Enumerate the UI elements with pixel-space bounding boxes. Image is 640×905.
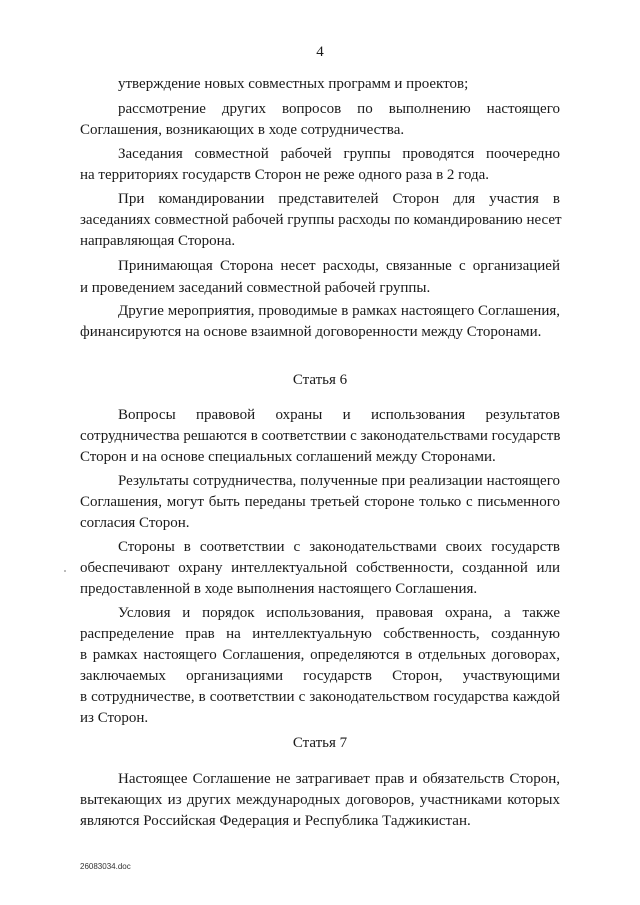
text-line: и проведением заседаний совместной рабочей группы.: [80, 280, 431, 296]
text-line: Условия и порядок использования, правовая охрана, а также: [118, 605, 560, 621]
text-line: согласия Сторон.: [80, 515, 190, 531]
file-name-footer: 26083034.doc: [80, 862, 131, 871]
text-line: в сотрудничестве, в соответствии с законодательством государства каждой: [80, 689, 560, 705]
article-heading: Статья 6: [292, 372, 348, 388]
text-line: Заседания совместной рабочей группы проводятся поочередно: [118, 146, 560, 162]
text-line: являются Российская Федерация и Республика Таджикистан.: [80, 813, 471, 829]
text-line: направляющая Сторона.: [80, 233, 236, 249]
text-line: Настоящее Соглашение не затрагивает прав и обязательств Сторон,: [118, 771, 560, 787]
text-line: Сторон и на основе специальных соглашений между Сторонами.: [80, 449, 496, 465]
text-line: заключаемых организациями государств Сторон, участвующими: [80, 668, 560, 684]
text-line: Соглашения, могут быть переданы третьей стороне только с письменного: [80, 494, 560, 510]
article-heading: Статья 7: [292, 735, 348, 751]
text-line: Результаты сотрудничества, полученные при реализации настоящего: [118, 473, 560, 489]
text-line: рассмотрение других вопросов по выполнению настоящего: [118, 101, 560, 117]
text-line: утверждение новых совместных программ и проектов;: [118, 76, 469, 92]
scan-speck: [64, 570, 66, 572]
text-line: заседаниях совместной рабочей группы расходы по командированию несет: [80, 212, 562, 228]
text-line: При командировании представителей Сторон для участия в: [118, 191, 560, 207]
page-number: 4: [316, 44, 324, 60]
text-line: распределение прав на интеллектуальную собственность, созданную: [80, 626, 560, 642]
text-line: Стороны в соответствии с законодательствами своих государств: [118, 539, 560, 555]
text-line: в рамках настоящего Соглашения, определяются в отдельных договорах,: [80, 647, 560, 663]
text-line: вытекающих из других международных договоров, участниками которых: [80, 792, 560, 808]
text-line: обеспечивают охрану интеллектуальной собственности, созданной или: [80, 560, 560, 576]
text-line: предоставленной в ходе выполнения настоящего Соглашения.: [80, 581, 478, 597]
text-line: на территориях государств Сторон не реже одного раза в 2 года.: [80, 167, 490, 183]
text-line: из Сторон.: [80, 710, 149, 726]
text-line: Соглашения, возникающих в ходе сотрудничества.: [80, 122, 405, 138]
text-line: Принимающая Сторона несет расходы, связанные с организацией: [118, 258, 560, 274]
text-line: Другие мероприятия, проводимые в рамках настоящего Соглашения,: [118, 303, 560, 319]
text-line: финансируются на основе взаимной договоренности между Сторонами.: [80, 324, 542, 340]
text-line: сотрудничества решаются в соответствии с законодательствами государств: [80, 428, 561, 444]
text-line: Вопросы правовой охраны и использования результатов: [118, 407, 560, 423]
